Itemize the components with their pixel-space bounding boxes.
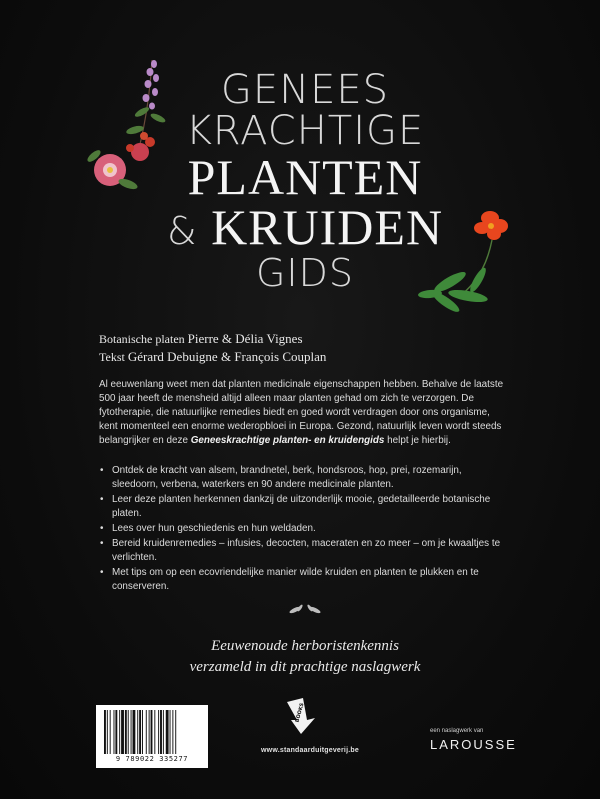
title-line-5: GIDS bbox=[255, 250, 355, 295]
intro-text-after: helpt je hierbij. bbox=[384, 435, 451, 446]
credit-text-names: Gérard Debuigne & François Couplan bbox=[127, 349, 327, 364]
leaf-ornament-icon bbox=[287, 603, 323, 617]
barcode-bar bbox=[110, 710, 111, 754]
barcode-bar bbox=[170, 710, 171, 754]
title-line-3: PLANTEN bbox=[187, 148, 423, 205]
list-item: • Met tips om op een ecovriendelijke manier wilde kruiden en planten te plukken en te conserveren. bbox=[99, 566, 509, 594]
publisher-url: www.standaarduitgeverij.be bbox=[261, 747, 359, 754]
barcode-bar bbox=[128, 710, 129, 754]
list-item: • Lees over hun geschiedenis en hun weldaden. bbox=[99, 522, 509, 536]
barcode-number: 9 789022 335277 bbox=[115, 755, 189, 763]
barcode-bar bbox=[137, 710, 138, 754]
list-item: • Ontdek de kracht van alsem, brandnetel, berk, hondsroos, hop, prei, rozemarijn, sleedoorn, verbena, waterkers en 90 andere medicinale planten. bbox=[99, 464, 509, 492]
barcode-bar bbox=[154, 710, 155, 754]
barcode bbox=[96, 705, 208, 768]
barcode-bar bbox=[125, 710, 127, 754]
tagline-line-1: Eeuwenoude herboristenkennis bbox=[211, 638, 399, 654]
barcode-bar bbox=[158, 710, 159, 754]
barcode-bar bbox=[146, 710, 147, 754]
intro-text-before: Al eeuwenlang weet men dat planten medicinale eigenschappen hebben. Behalve de laatste 500 jaar heeft de mensheid altijd alleen maar planten gehad om zich te verzorgen. De fytotherapie, die natuurlijke remedies biedt en goed wordt verdragen door ons organisme, kent momenteel een enorme wederopbloei in Europa. Gezond, natuurlijk leven wordt steeds belangrijker en deze bbox=[99, 379, 504, 446]
standaard-books-logo-icon bbox=[285, 694, 317, 736]
tagline bbox=[150, 636, 460, 678]
credit-illustrations-label: Botanische platen bbox=[99, 332, 185, 346]
credit-illustrations bbox=[99, 330, 326, 348]
tagline-line-2: verzameld in dit prachtige naslagwerk bbox=[189, 659, 421, 675]
credit-text-label: Tekst bbox=[99, 350, 125, 364]
barcode-bar bbox=[119, 710, 120, 754]
title-ampersand: & bbox=[166, 208, 198, 253]
barcode-bar bbox=[175, 710, 176, 754]
barcode-bar bbox=[139, 710, 141, 754]
credit-text bbox=[99, 348, 326, 366]
barcode-bar bbox=[114, 710, 115, 754]
barcode-bar bbox=[142, 710, 143, 754]
larousse-logo: LAROUSSE bbox=[430, 737, 517, 752]
barcode-bar bbox=[149, 710, 150, 754]
barcode-bar bbox=[107, 710, 108, 754]
barcode-bar bbox=[151, 710, 153, 754]
barcode-icon bbox=[102, 710, 202, 754]
book-title bbox=[160, 67, 450, 295]
intro-paragraph bbox=[99, 378, 504, 448]
barcode-bar bbox=[104, 710, 106, 754]
credits bbox=[99, 330, 326, 366]
credit-illustrations-names: Pierre & Délia Vignes bbox=[187, 331, 303, 346]
barcode-bar bbox=[131, 710, 132, 754]
barcode-bar bbox=[163, 710, 164, 754]
title-line-1: GENEES bbox=[220, 67, 390, 113]
list-item: • Bereid kruidenremedies – infusies, decocten, maceraten en zo meer – om je kwaaltjes te verlichten. bbox=[99, 537, 509, 565]
title-line-2: KRACHTIGE bbox=[185, 107, 425, 154]
barcode-bar bbox=[160, 710, 162, 754]
barcode-bar bbox=[166, 710, 169, 754]
barcode-bar bbox=[115, 710, 117, 754]
intro-highlight: Geneeskrachtige planten- en kruidengids bbox=[190, 435, 385, 446]
barcode-bar bbox=[121, 710, 124, 754]
title-line-4-word: KRUIDEN bbox=[211, 198, 444, 255]
barcode-bar bbox=[172, 710, 173, 754]
publisher-logo-text: BOOKS bbox=[294, 702, 306, 724]
barcode-bar bbox=[133, 710, 136, 754]
title-line-4 bbox=[160, 198, 450, 255]
feature-list bbox=[99, 464, 509, 595]
larousse-subtitle: een naslagwerk van bbox=[430, 728, 484, 734]
list-item: • Leer deze planten herkennen dankzij de uitzonderlijk mooie, gedetailleerde botanische platen. bbox=[99, 493, 509, 521]
